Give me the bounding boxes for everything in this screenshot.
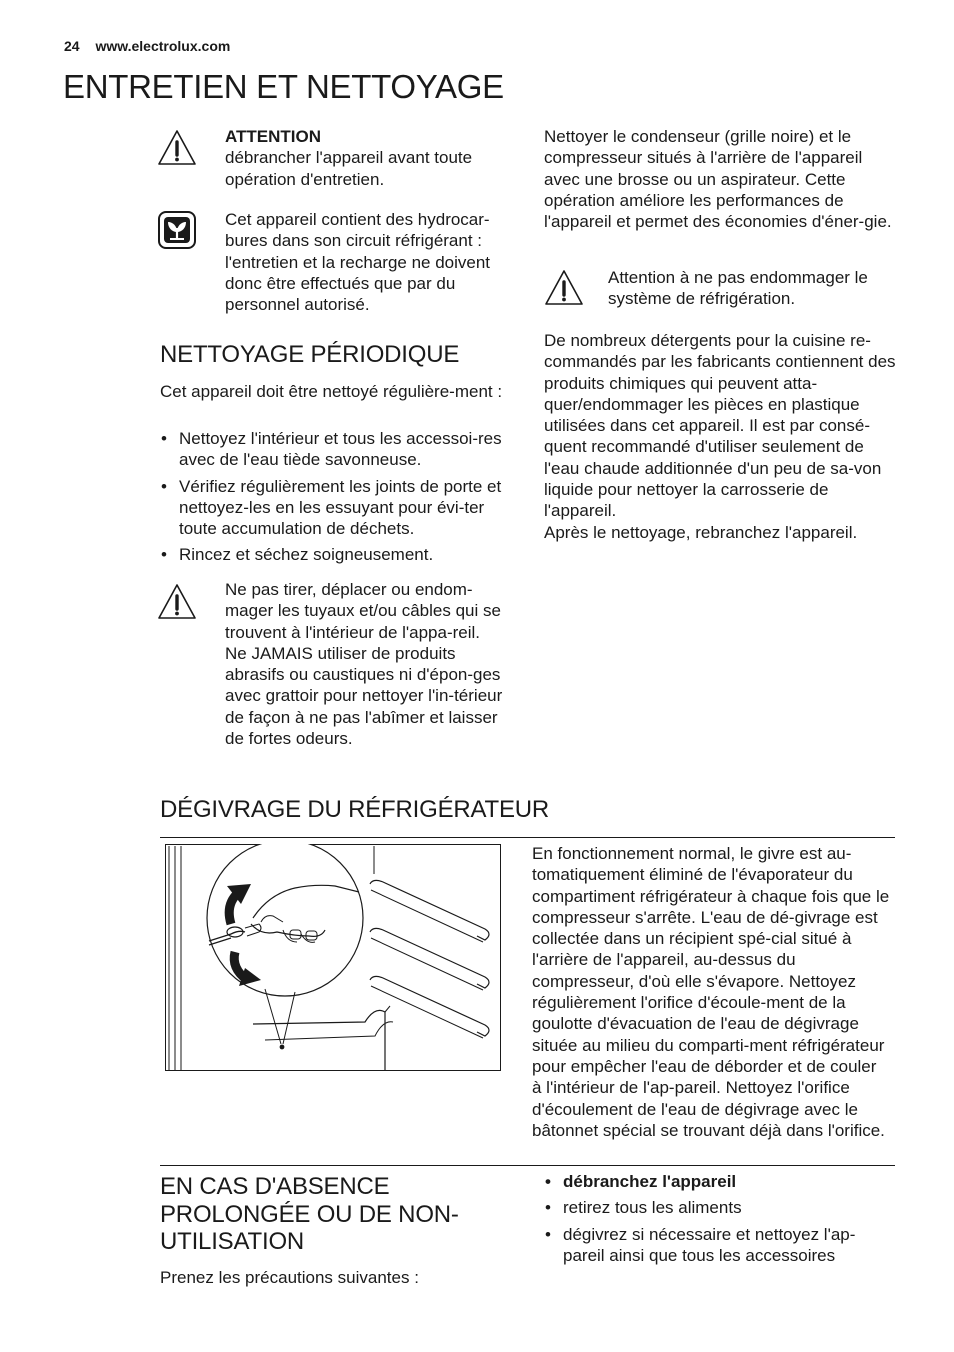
section-divider: [160, 837, 895, 838]
page-title: ENTRETIEN ET NETTOYAGE: [63, 68, 504, 105]
list-item: • Rincez et séchez soigneusement.: [160, 544, 510, 565]
absence-bullet-list: [544, 1171, 889, 1271]
cleaning-warning-block: [225, 579, 512, 749]
page-number: 24: [64, 38, 80, 54]
section-heading-defrost: DÉGIVRAGE DU RÉFRIGÉRATEUR: [160, 796, 550, 823]
periodic-bullet-list: [160, 428, 510, 571]
refrigerant-note: [225, 209, 515, 315]
warning-triangle-icon: [544, 268, 584, 308]
page-header: [64, 38, 230, 54]
defrost-paragraph: [532, 843, 890, 1141]
refrigerant-note-text: Cet appareil contient des hydrocar-bures dans son circuit réfrigérant : l'entretien et la recharge ne doivent donc être effectués que par du personnel autorisé.: [225, 210, 491, 315]
absence-intro: [160, 1267, 490, 1288]
warning-triangle-icon: [157, 128, 197, 168]
list-item: • débranchez l'appareil: [544, 1171, 889, 1192]
reconnect-text: Après le nettoyage, rebranchez l'appareil.: [544, 522, 858, 542]
list-item: • Nettoyez l'intérieur et tous les accessoi-res avec de l'eau tiède savonneuse.: [160, 428, 510, 471]
periodic-intro-text: Cet appareil doit être nettoyé régulière-ment :: [160, 382, 503, 401]
warning-text-2: Ne JAMAIS utiliser de produits abrasifs ou caustiques ni d'épon-ges avec grattoir pour nettoyer l'in-térieur de façon à ne pas l'abîmer et laisser de fortes odeurs.: [225, 643, 503, 749]
periodic-intro: [160, 381, 505, 402]
warning-text-1: Ne pas tirer, déplacer ou endom-mager les tuyaux et/ou câbles qui se trouvent à l'intérieur de l'appa-reil.: [225, 580, 501, 642]
list-item: • dégivrez si nécessaire et nettoyez l'ap-pareil ainsi que tous les accessoires: [544, 1224, 889, 1267]
absence-heading-line: PROLONGÉE OU DE NON-: [160, 1200, 459, 1228]
section-heading-absence: [160, 1173, 500, 1256]
warning-triangle-icon: [157, 582, 197, 622]
condenser-text: Nettoyer le condenseur (grille noire) et le compresseur situés à l'arrière de l'appareil avec une brosse ou un aspirateur. Cette opération améliore les performances de l'appareil et permet des économies d'éner-gie.: [544, 127, 892, 232]
absence-intro-text: Prenez les précautions suivantes :: [160, 1268, 419, 1287]
absence-heading-line: UTILISATION: [160, 1228, 305, 1255]
section-heading-periodic: NETTOYAGE PÉRIODIQUE: [160, 341, 460, 368]
absence-heading-line: EN CAS D'ABSENCE: [160, 1173, 390, 1200]
website-url: www.electrolux.com: [95, 38, 231, 54]
environment-plant-icon: [157, 210, 197, 250]
defrost-text: En fonctionnement normal, le givre est au-tomatiquement éliminé de l'évaporateur du compartiment réfrigérateur à chaque fois que le compresseur s'arrête. L'eau de dé-givrage est collectée dans un récipient spé-cial situé à l'arrière de l'appareil, au-dessus du compresseur, d'où elle s'évapore. Nettoyez régulièrement l'orifice d'écoule-ment de la goulotte d'évacuation de l'eau de dégivrage située au milieu du comparti-ment réfrigérateur pour empêcher l'eau de déborder et de couler à l'intérieur de l'ap-pareil. Nettoyez l'orifice d'écoulement de l'eau de dégivrage avec le bâtonnet spécial se trouvant déjà dans l'orifice.: [532, 844, 890, 1140]
condenser-paragraph: [544, 126, 896, 232]
caution-block: [608, 267, 898, 310]
list-item: • retirez tous les aliments: [544, 1197, 889, 1218]
section-divider: [160, 1165, 895, 1166]
attention-text: débrancher l'appareil avant toute opération d'entretien.: [225, 148, 473, 189]
detergents-paragraph: [544, 330, 898, 543]
list-item: • Vérifiez régulièrement les joints de porte et nettoyez-les en les essuyant pour évi-ter toute accumulation de déchets.: [160, 476, 510, 540]
defrost-drain-illustration: [165, 844, 501, 1071]
attention-block: [225, 126, 515, 190]
caution-text: Attention à ne pas endommager le système de réfrigération.: [608, 268, 868, 309]
attention-title: ATTENTION: [225, 127, 322, 146]
detergents-text: De nombreux détergents pour la cuisine re-commandés par les fabricants contiennent des produits chimiques qui peuvent atta-quer/endommager les pièces en plastique utilisées dans cet appareil. Il est par consé-quent recommandé d'utiliser seulement de l'eau chaude additionnée d'un peu de sa-von liquide pour nettoyer la carrosserie de l'appareil.: [544, 331, 896, 521]
